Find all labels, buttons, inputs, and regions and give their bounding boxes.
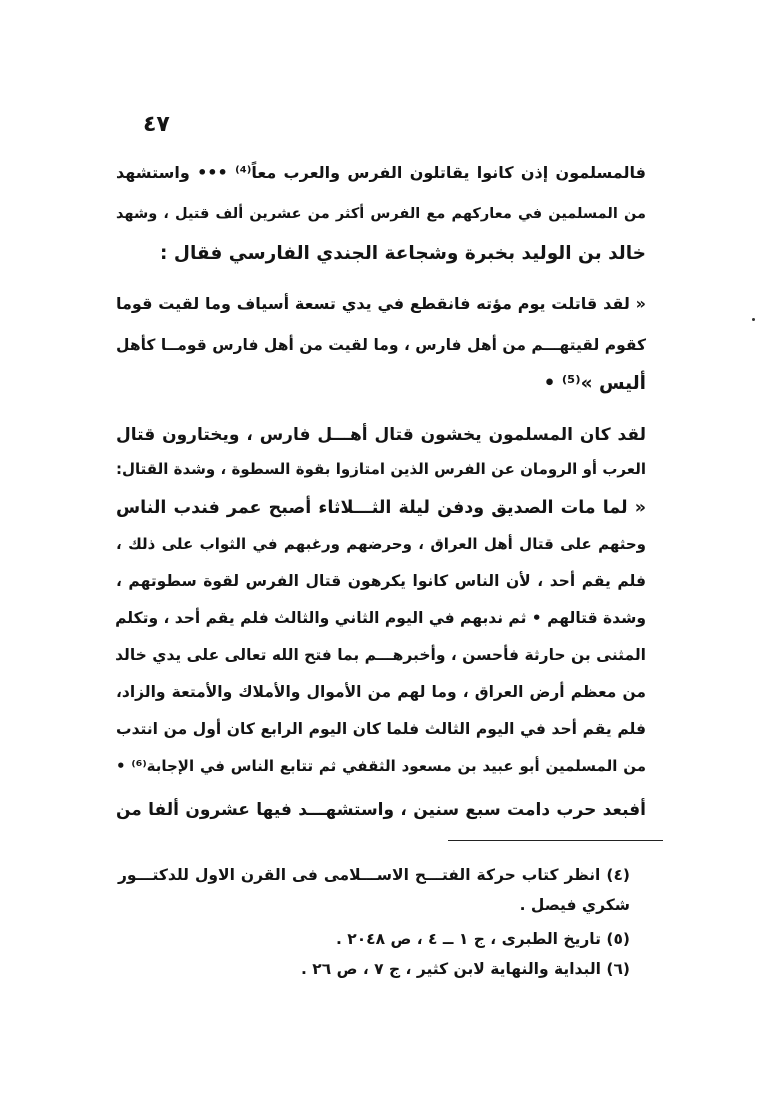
body-line: خالد بن الوليد بخبرة وشجاعة الجندي الفارسي فقال : — [160, 243, 646, 264]
page-number: ٤٧ — [143, 112, 170, 137]
quote-line: فلم يقم أحد ، لأن الناس كانوا يكرهون قتال الفرس لقوة سطوتهم ، — [116, 572, 646, 590]
edge-dot — [752, 318, 755, 321]
quote-line: أليس »⁽⁵⁾ • — [543, 373, 646, 394]
quote-line: المثنى بن حارثة فأحسن ، وأخبرهـــم بما فتح الله تعالى على يدي خالد — [115, 646, 646, 664]
quote-line: كقوم لقيتهـــم من أهل فارس ، وما لقيت من أهل فارس قومــا كأهل — [116, 336, 646, 354]
quote-line: من معظم أرض العراق ، وما لهم من الأموال والأملاك والأمتعة والزاد، — [116, 683, 646, 701]
quote-line: فلم يقم أحد في اليوم الثالث فلما كان اليوم الرابع كان أول من انتدب — [116, 720, 646, 738]
quote-line: وحثهم على قتال أهل العراق ، وحرضهم ورغبهم في الثواب على ذلك ، — [116, 535, 646, 553]
body-line: فالمسلمون إذن كانوا يقاتلون الفرس والعرب معاً⁽⁴⁾ ••• واستشهد — [116, 163, 647, 182]
quote-line: من المسلمين أبو عبيد بن مسعود الثقفي ثم تتابع الناس في الإجابة⁽⁶⁾ • — [116, 757, 646, 775]
body-line: من المسلمين في معاركهم مع الفرس أكثر من عشرين ألف قتيل ، وشهد — [116, 206, 646, 222]
footnote: (٥) تاريخ الطبرى ، ج ١ ــ ٤ ، ص ٢٠٤٨ . — [335, 930, 630, 948]
body-line: العرب أو الرومان عن الفرس الذين امتازوا بقوة السطوة ، وشدة القتال: — [116, 460, 646, 478]
footnote: شكري فيصل . — [519, 896, 630, 914]
quote-line: « لما مات الصديق ودفن ليلة الثـــلاثاء أصبح عمر فندب الناس — [116, 498, 646, 518]
footnote-divider — [448, 840, 663, 841]
footnote: (٦) البداية والنهاية لابن كثير ، ج ٧ ، ص ٢٦ . — [300, 960, 630, 978]
quote-line: « لقد قاتلت يوم مؤته فانقطع في يدي تسعة أسياف وما لقيت قوما — [116, 294, 646, 313]
body-line: أفبعد حرب دامت سبع سنين ، واستشهـــد فيها عشرون ألفا من — [116, 800, 646, 820]
body-line: لقد كان المسلمون يخشون قتال أهـــل فارس ، ويختارون قتال — [116, 425, 646, 445]
footnote: (٤) انظر كتاب حركة الفتـــح الاســـلامى فى القرن الاول للدكتـــور — [118, 866, 630, 884]
quote-line: وشدة قتالهم • ثم ندبهم في اليوم الثاني والثالث فلم يقم أحد ، وتكلم — [115, 609, 646, 627]
